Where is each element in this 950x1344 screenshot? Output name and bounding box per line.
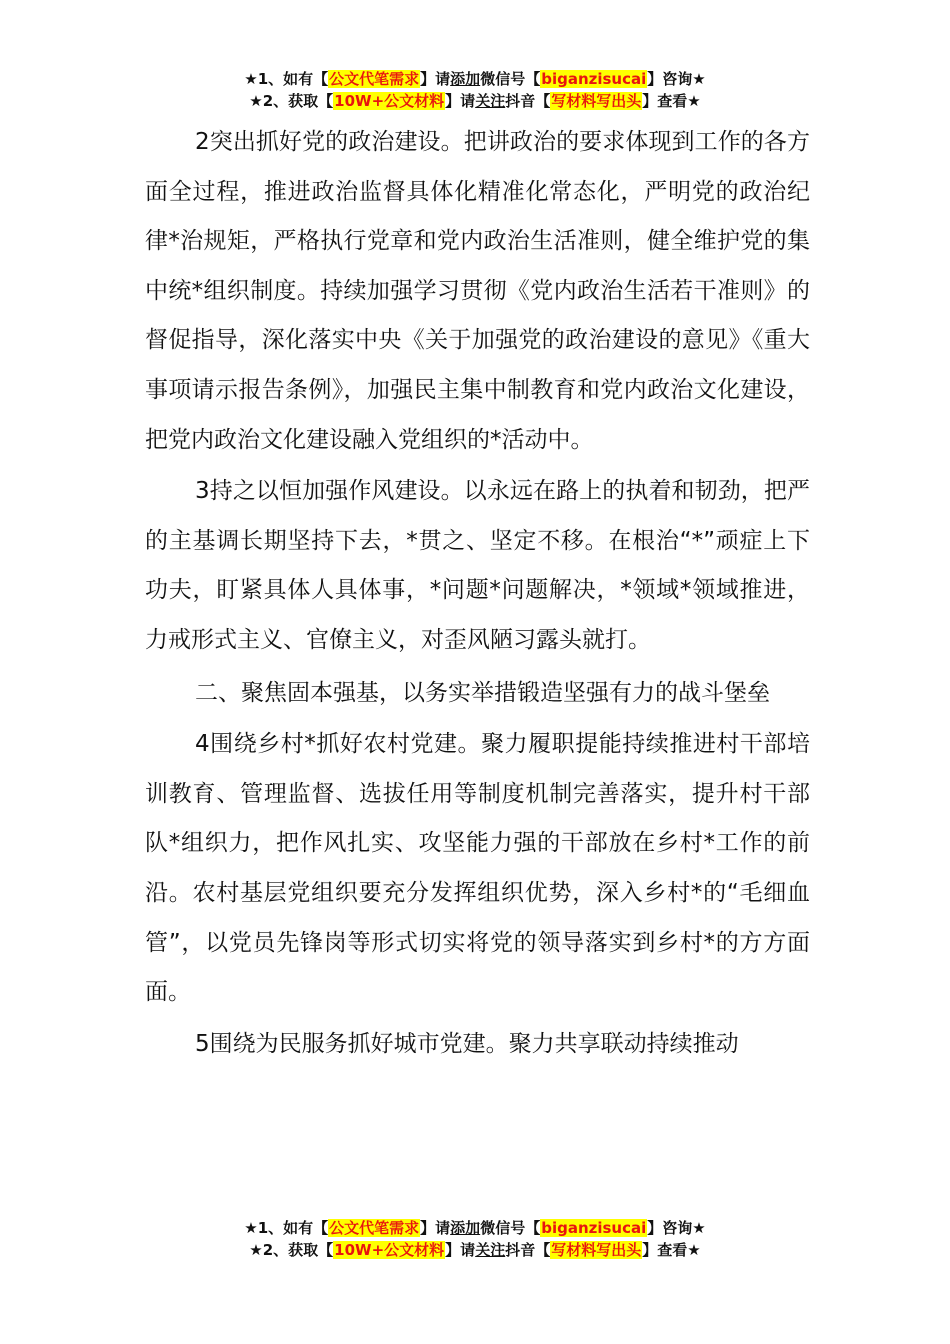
promo-underlined: 关注 xyxy=(475,1241,506,1259)
promo-highlight: 公文代笔需求 xyxy=(329,70,420,88)
promo-highlight: biganzisucai xyxy=(541,70,647,88)
star-icon: ★ xyxy=(687,92,701,110)
promo-text: 微信号【 xyxy=(480,1219,541,1237)
star-icon: ★ xyxy=(692,1219,706,1237)
star-icon: ★ xyxy=(244,70,258,88)
promo-line-1 xyxy=(0,1217,950,1239)
promo-underlined: 添加 xyxy=(450,70,481,88)
promo-text: 】咨询 xyxy=(647,70,693,88)
star-icon: ★ xyxy=(249,1241,263,1259)
promo-highlight: biganzisucai xyxy=(541,1219,647,1237)
header-promo-banner xyxy=(0,68,950,112)
promo-text: 2、获取【 xyxy=(262,92,334,110)
paragraph: 3持之以恒加强作风建设。以永远在路上的执着和韧劲，把严的主基调长期坚持下去，*贯之、坚定不移。在根治“*”顽症上下功夫，盯紧具体人具体事，*问题*问题解决，*领域*领域推进，力戒形式主义、官僚主义，对歪风陋习露头就打。 xyxy=(145,478,810,653)
promo-text: 】请 xyxy=(420,1219,451,1237)
star-icon: ★ xyxy=(692,70,706,88)
promo-text: 抖音【 xyxy=(505,1241,551,1259)
section-heading: 二、聚焦固本强基，以务实举措锻造坚强有力的战斗堡垒 xyxy=(195,679,770,706)
star-icon: ★ xyxy=(249,92,263,110)
promo-text: 微信号【 xyxy=(480,70,541,88)
promo-text: 】请 xyxy=(445,92,476,110)
promo-text: 2、获取【 xyxy=(262,1241,334,1259)
promo-text: 1、如有【 xyxy=(257,70,329,88)
promo-underlined: 关注 xyxy=(475,92,506,110)
promo-text: 】咨询 xyxy=(647,1219,693,1237)
paragraph: 5围绕为民服务抓好城市党建。聚力共享联动持续推动 xyxy=(195,1030,739,1057)
promo-text: 】查看 xyxy=(642,1241,688,1259)
paragraph: 2突出抓好党的政治建设。把讲政治的要求体现到工作的各方面全过程，推进政治监督具体化精准化常态化，严明党的政治纪律*治规矩，严格执行党章和党内政治生活准则，健全维护党的集中统*组织制度。持续加强学习贯彻《党内政治生活若干准则》的督促指导，深化落实中央《关于加强党的政治建设的意见》《重大事项请示报告条例》，加强民主集中制教育和党内政治文化建设，把党内政治文化建设融入党组织的*活动中。 xyxy=(145,129,810,453)
promo-highlight: 10W+公文材料 xyxy=(334,92,445,110)
promo-highlight: 写材料写出头 xyxy=(551,92,642,110)
promo-text: 】请 xyxy=(420,70,451,88)
promo-line-2 xyxy=(0,1239,950,1261)
promo-underlined: 添加 xyxy=(450,1219,481,1237)
footer-promo-banner xyxy=(0,1217,950,1261)
promo-line-1 xyxy=(0,68,950,90)
promo-line-2 xyxy=(0,90,950,112)
promo-highlight: 公文代笔需求 xyxy=(329,1219,420,1237)
document-body xyxy=(145,118,810,1071)
promo-text: 】查看 xyxy=(642,92,688,110)
promo-text: 1、如有【 xyxy=(257,1219,329,1237)
star-icon: ★ xyxy=(687,1241,701,1259)
promo-highlight: 写材料写出头 xyxy=(551,1241,642,1259)
promo-text: 抖音【 xyxy=(505,92,551,110)
star-icon: ★ xyxy=(244,1219,258,1237)
paragraph: 4围绕乡村*抓好农村党建。聚力履职提能持续推进村干部培训教育、管理监督、选拔任用等制度机制完善落实，提升村干部队*组织力，把作风扎实、攻坚能力强的干部放在乡村*工作的前沿。农村基层党组织要充分发挥组织优势，深入乡村*的“毛细血管”，以党员先锋岗等形式切实将党的领导落实到乡村*的方方面面。 xyxy=(145,731,810,1006)
promo-text: 】请 xyxy=(445,1241,476,1259)
promo-highlight: 10W+公文材料 xyxy=(334,1241,445,1259)
